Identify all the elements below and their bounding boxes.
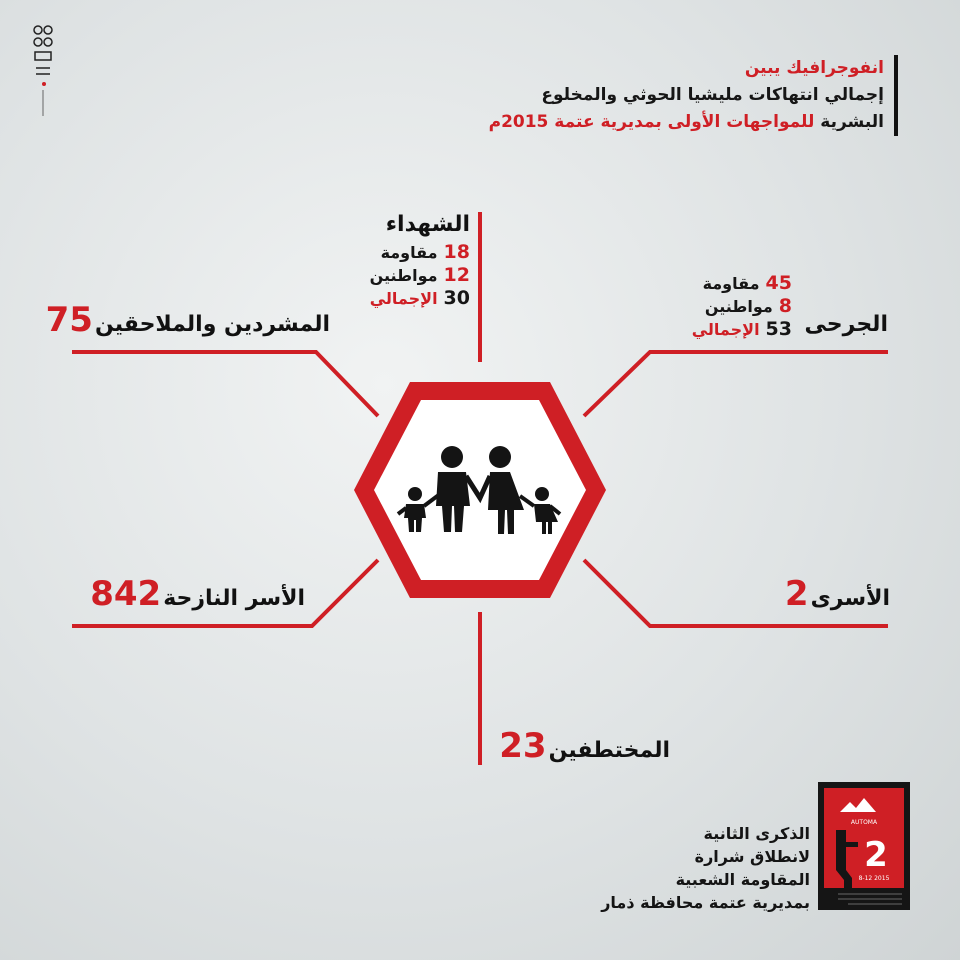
wounded-label: مواطنين — [704, 297, 773, 316]
header-block — [364, 55, 898, 136]
wounded-connector — [584, 352, 888, 416]
wounded-label: مقاومة — [702, 274, 760, 293]
header-line-3 — [364, 109, 884, 136]
displaced-block — [45, 300, 330, 340]
anniversary-line-3: المقاومة الشعبية — [675, 870, 810, 889]
martyrs-title: الشهداء — [385, 212, 470, 237]
displaced-connector — [72, 352, 378, 416]
wounded-row — [692, 318, 792, 341]
header-line-1: انفوجرافيك يبين — [744, 58, 884, 78]
wounded-label: الإجمالي — [691, 320, 760, 339]
martyrs-row — [330, 287, 470, 310]
martyrs-number: 18 — [443, 241, 470, 263]
martyrs-row — [330, 241, 470, 264]
martyrs-label: مواطنين — [369, 266, 438, 285]
wounded-number: 45 — [765, 272, 792, 294]
wounded-number: 53 — [765, 318, 792, 340]
martyrs-block — [330, 212, 470, 310]
logo-number: 2 — [864, 835, 888, 875]
martyrs-label: مقاومة — [380, 243, 438, 262]
displaced-label: المشردين والملاحقين — [94, 312, 330, 337]
wounded-stats — [692, 272, 792, 341]
anniversary-text — [550, 822, 810, 914]
prisoners-block — [700, 574, 890, 614]
anniversary-line-4: بمديرية عتمة محافظة ذمار — [601, 893, 810, 912]
families-block — [70, 574, 305, 614]
kidnapped-block — [480, 726, 670, 766]
side-logo-icon — [30, 20, 56, 120]
displaced-number: 75 — [45, 300, 93, 340]
header-line-3-part-1: البشرية — [820, 112, 884, 132]
martyrs-number: 30 — [443, 287, 470, 309]
anniversary-logo — [818, 782, 910, 910]
wounded-number: 8 — [778, 295, 792, 317]
rifle-mountain-icon — [818, 782, 910, 910]
wounded-row — [692, 272, 792, 295]
kidnapped-number: 23 — [499, 726, 547, 766]
logo-date: 8-12 2015 — [858, 875, 890, 882]
logo-brand: AUTOMA — [850, 819, 878, 826]
families-number: 842 — [90, 574, 162, 614]
header-line-3-part-2: للمواجهات الأولى بمديرية عتمة 2015م — [488, 112, 815, 132]
wounded-row — [692, 295, 792, 318]
families-label: الأسر النازحة — [163, 586, 305, 611]
wounded-title: الجرحى — [804, 312, 888, 337]
martyrs-row — [330, 264, 470, 287]
anniversary-line-2: لانطلاق شرارة — [694, 847, 810, 866]
kidnapped-label: المختطفين — [548, 738, 670, 763]
martyrs-label: الإجمالي — [369, 289, 438, 308]
martyrs-number: 12 — [443, 264, 470, 286]
header-line-2: إجمالي انتهاكات مليشيا الحوثي والمخلوع — [541, 85, 884, 105]
prisoners-label: الأسرى — [810, 586, 890, 611]
prisoners-number: 2 — [784, 574, 809, 614]
anniversary-line-1: الذكرى الثانية — [703, 824, 810, 843]
